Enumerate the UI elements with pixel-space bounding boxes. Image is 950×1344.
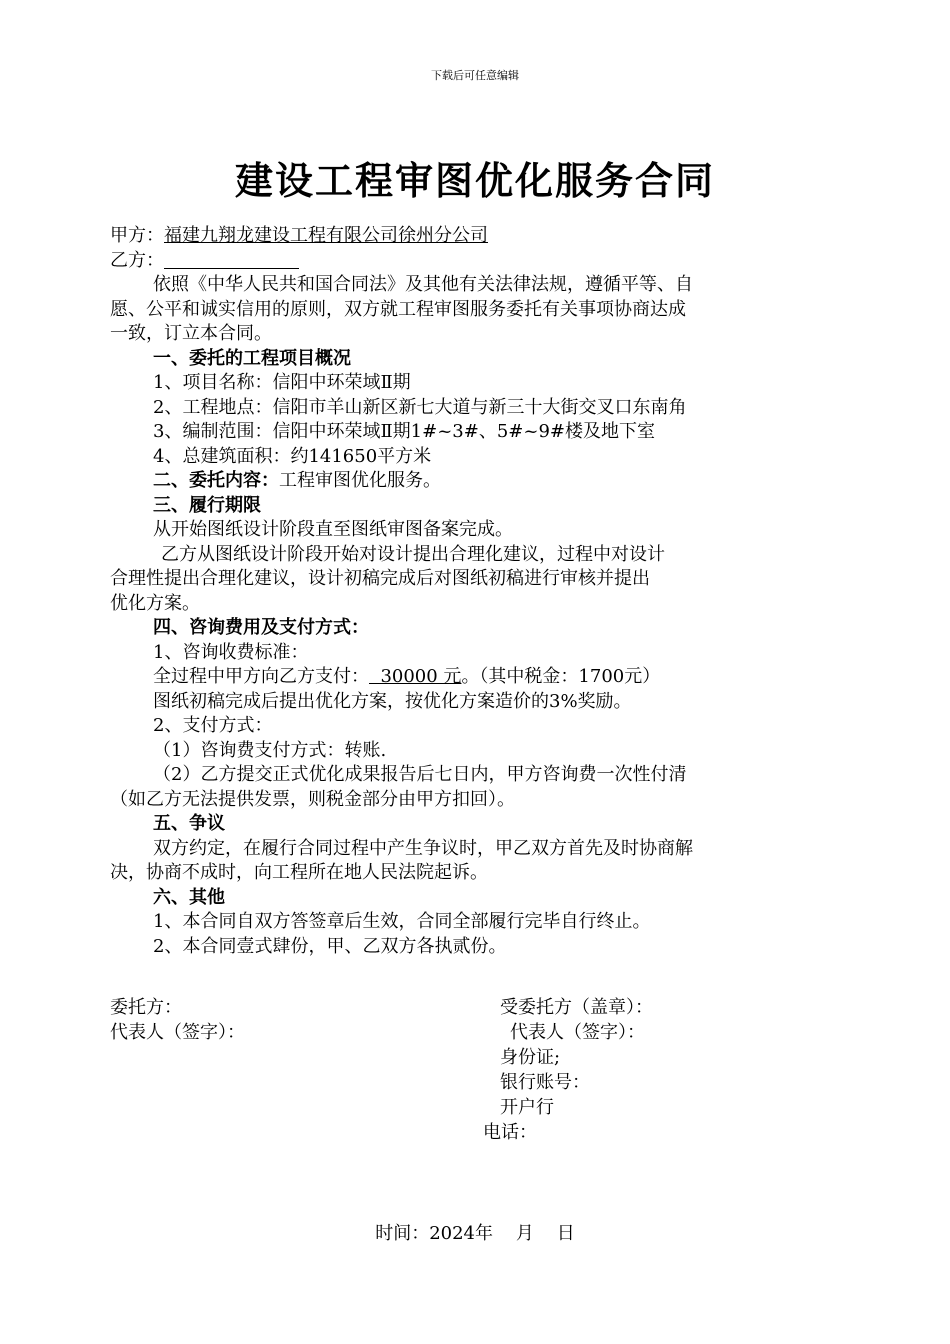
section-5-line: 决，协商不成时，向工程所在地人民法院起诉。 <box>110 862 488 883</box>
section-2-heading: 二、委托内容： <box>153 470 279 491</box>
pay-title: 2、支付方式： <box>153 715 273 736</box>
pay-method-2-cont: （如乙方无法提供发票，则税金部分由甲方扣回）。 <box>110 788 515 810</box>
section-3-para: 合理性提出合理化建议，设计初稿完成后对图纸初稿进行审核并提出 <box>110 568 650 589</box>
document-title: 建设工程审图优化服务合同 <box>234 159 715 203</box>
section-1-item: 2、工程地点：信阳市羊山新区新七大道与新三十大街交叉口东南角 <box>153 396 687 418</box>
fee-title: 1、咨询收费标准： <box>153 641 309 663</box>
contract-body <box>110 224 845 959</box>
fee-suffix: 。（其中税金：1700元） <box>461 666 661 687</box>
section-6-item: 2、本合同壹式肆份，甲、乙双方各执贰份。 <box>153 935 507 957</box>
pay-method-2: （2）乙方提交正式优化成果报告后七日内，甲方咨询费一次性付清 <box>153 764 687 785</box>
phone-label: 电话： <box>483 1122 537 1143</box>
section-4-heading: 四、咨询费用及支付方式： <box>153 617 369 638</box>
signing-date: 时间：2024年 月 日 <box>375 1223 575 1244</box>
client-rep-label: 代表人（签字）： <box>110 1022 245 1043</box>
pay-method-1: （1）咨询费支付方式：转账. <box>153 739 387 761</box>
contractor-label: 受委托方（盖章）： <box>500 997 653 1018</box>
party-b-label: 乙方： <box>110 249 164 271</box>
section-6-item: 1、本合同自双方答签章后生效，合同全部履行完毕自行终止。 <box>153 911 651 932</box>
intro-line: 愿、公平和诚实信用的原则，双方就工程审图服务委托有关事项协商达成 <box>110 298 686 320</box>
fee-prefix: 全过程中甲方向乙方支付： <box>153 666 369 687</box>
header-note: 下载后可任意编辑 <box>431 69 519 82</box>
section-1-heading: 一、委托的工程项目概况 <box>153 347 351 369</box>
fee-amount: 30000 元 <box>369 666 462 687</box>
section-1-item: 3、编制范围：信阳中环荣域Ⅱ期1#~3#、5#~9#楼及地下室 <box>153 421 655 442</box>
party-b-line <box>110 249 845 274</box>
section-1-item: 1、项目名称：信阳中环荣域Ⅱ期 <box>153 372 411 393</box>
section-3-line: 从开始图纸设计阶段直至图纸审图备案完成。 <box>153 519 513 540</box>
intro-line: 一致，订立本合同。 <box>110 323 272 344</box>
section-5-line: 双方约定，在履行合同过程中产生争议时，甲乙双方首先及时协商解 <box>153 837 693 859</box>
party-a-label: 甲方： <box>110 225 164 246</box>
client-label: 委托方： <box>110 997 182 1018</box>
fee-line <box>110 665 845 690</box>
bonus-line: 图纸初稿完成后提出优化方案，按优化方案造价的3%奖励。 <box>153 690 632 712</box>
party-a-line <box>110 224 845 249</box>
party-b-blank <box>164 250 299 269</box>
section-2-line <box>110 469 845 494</box>
bank-label: 开户行 <box>500 1097 554 1118</box>
section-2-text: 工程审图优化服务。 <box>279 470 441 491</box>
section-5-heading: 五、争议 <box>153 813 225 834</box>
id-card-label: 身份证; <box>500 1047 561 1068</box>
bank-account-label: 银行账号： <box>500 1072 590 1093</box>
section-1-item: 4、总建筑面积：约141650平方米 <box>153 445 432 467</box>
section-3-para: 优化方案。 <box>110 592 200 614</box>
section-3-para: 乙方从图纸设计阶段开始对设计提出合理化建议，过程中对设计 <box>161 543 665 565</box>
intro-line: 依照《中华人民共和国合同法》及其他有关法律法规，遵循平等、自 <box>153 274 693 295</box>
section-3-heading: 三、履行期限 <box>153 494 261 516</box>
party-a-name: 福建九翔龙建设工程有限公司徐州分公司 <box>164 225 488 246</box>
contractor-rep-label: 代表人（签字）： <box>510 1022 645 1043</box>
section-6-heading: 六、其他 <box>153 886 225 908</box>
